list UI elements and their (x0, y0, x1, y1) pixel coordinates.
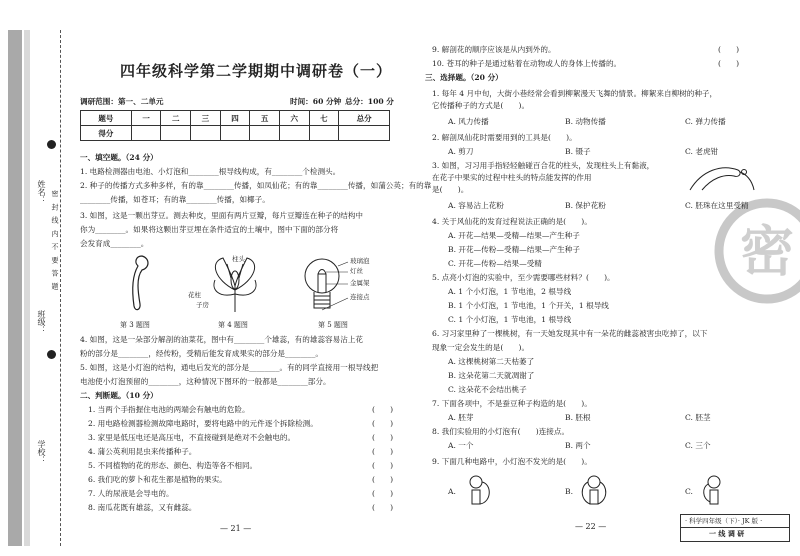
score-cell: 三 (191, 111, 221, 126)
fill-line: 粉的部分是________，经传粉，受精后能发育成果实的部分是________。 (80, 349, 323, 358)
fill-line: 3. 如图，这是一颗出芽豆。测去种皮，里面有两片豆瓣，每片豆瓣连在种子的结构中 (80, 211, 364, 220)
answer-paren[interactable]: ( ) (372, 475, 394, 484)
series-badge (680, 514, 790, 542)
page-number-right: — 22 — (575, 522, 607, 531)
answer-paren[interactable]: ( ) (372, 419, 394, 428)
fill-line: 4. 如图，这是一朵部分解剖的油菜花，图中有________个雄蕊，有的雄蕊容易沾上花 (80, 335, 364, 344)
seal-dash-line (60, 30, 61, 546)
score-cell: 五 (250, 111, 280, 126)
circuit-b-figure (578, 472, 612, 510)
score-cell: 四 (220, 111, 250, 126)
answer-paren[interactable]: ( ) (372, 503, 394, 512)
score-table (80, 110, 390, 141)
fill-line: 5. 如图，这是小灯泡的结构，通电后发光的部分是________。有的同学直接用一根导线把 (80, 363, 379, 372)
score-cell (250, 126, 280, 141)
choice-option[interactable]: C. 开花—传粉—结果—受精 (448, 259, 542, 268)
score-cell: 二 (161, 111, 191, 126)
choice-stem: 8. 我们实验用的小灯泡有( )连接点。 (432, 427, 570, 436)
page-title: 四年级科学第二学期期中调研卷（一） (120, 62, 393, 80)
choice-option[interactable]: A. 1 个小灯泡，1 节电池，2 根导线 (448, 287, 572, 296)
judge-item: 7. 人的尿液是会导电的。 (88, 489, 174, 498)
choice-option[interactable]: B. 动物传播 (565, 117, 606, 126)
choice-stem: 3. 如图，习习用手指轻轻触碰百合花的柱头，发现柱头上有黏液， (432, 161, 655, 170)
choice-option[interactable]: B. 开花—传粉—受精—结果—产生种子 (448, 245, 580, 254)
fig4-label: 子房 (196, 301, 209, 309)
judge-item: 6. 我们吃的萝卜和花生都是植物的果实。 (88, 475, 227, 484)
page-number-left: — 21 — (220, 524, 252, 533)
choice-option[interactable]: C. 这朵花不会结出桃子 (448, 385, 527, 394)
score-cell (191, 126, 221, 141)
judge-item: 3. 家里是低压电还是高压电，不直接碰到是绝对不会触电的。 (88, 433, 296, 442)
circuit-c-figure (698, 472, 732, 510)
choice-option[interactable]: C. 三个 (685, 441, 711, 450)
choice-option[interactable]: C. 老虎钳 (685, 147, 719, 156)
choice-option[interactable]: C. 胚珠在这里受精 (685, 201, 749, 210)
choice-option[interactable]: B. 胚根 (565, 413, 591, 422)
school-label: 学校： (37, 440, 46, 464)
answer-paren[interactable]: ( ) (372, 447, 394, 456)
choice-option[interactable]: C. 1 个小灯泡，1 节电池，1 根导线 (448, 315, 572, 324)
section-choice-heading: 三、选择题。（20 分） (425, 73, 503, 82)
fig5-label: 玻璃泡 (350, 257, 370, 265)
choice-stem: 它传播种子的方式是( )。 (432, 101, 530, 110)
fill-line: 电池使小灯泡预留的________，这种情况下图环的一般都是________部分。 (80, 377, 331, 386)
answer-paren[interactable]: ( ) (372, 405, 394, 414)
section-fill-heading: 一、填空题。（24 分） (80, 153, 158, 162)
choice-option[interactable]: B. 这朵花第二天就凋谢了 (448, 371, 535, 380)
choice-option[interactable]: A. (448, 487, 456, 496)
judge-item: 4. 蒲公英利用昆虫来传播种子。 (88, 447, 197, 456)
choice-stem: 是( )。 (432, 185, 469, 194)
circuit-a-figure (462, 472, 496, 510)
choice-option[interactable]: C. 胚茎 (685, 413, 711, 422)
judge-item: 5. 不同植物的花的形态、颜色、构造等各不相同。 (88, 461, 258, 470)
choice-option[interactable]: B. 两个 (565, 441, 591, 450)
exam-total: 总分：100 分 (345, 97, 394, 106)
sidebar-strip (8, 30, 22, 546)
choice-option[interactable]: A. 剪刀 (448, 147, 474, 156)
sidebar-strip-light (24, 30, 30, 546)
score-cell (279, 126, 309, 141)
fill-line: ________传播，如苍耳；有的靠________传播，如椰子。 (80, 195, 270, 204)
answer-paren[interactable]: ( ) (372, 433, 394, 442)
score-cell (339, 126, 390, 141)
judge-item: 9. 解剖花的顺序应该是从内到外的。 (432, 45, 556, 54)
name-label: 姓名： (37, 180, 46, 204)
score-cell (161, 126, 191, 141)
judge-item: 2. 用电路检测器检测故障电路时，要将电路中的元件逐个拆除检测。 (88, 419, 318, 428)
score-cell: 题号 (81, 111, 132, 126)
fig5-label: 灯丝 (350, 267, 363, 275)
choice-stem: 5. 点亮小灯泡的实验中，至少需要哪些材料？( )。 (432, 273, 615, 282)
exam-time: 时间：60 分钟 (290, 97, 342, 106)
judge-item: 1. 当两个手指握住电池的两端会有触电的危险。 (88, 405, 250, 414)
score-cell (220, 126, 250, 141)
score-cell: 六 (279, 111, 309, 126)
fill-line: 你为________。如果将这颗出芽豆埋在条件适宜的土壤中，图中下面的部分将 (80, 225, 339, 234)
choice-option[interactable]: A. 胚芽 (448, 413, 474, 422)
figure-caption: 第 5 题图 (318, 321, 348, 329)
seal-warning: 密 封 线 内 不 要 答 题 (51, 190, 59, 292)
score-cell (309, 126, 339, 141)
fig4-label: 柱头 (232, 255, 245, 263)
answer-paren[interactable]: ( ) (372, 489, 394, 498)
secret-stamp-icon (712, 196, 800, 306)
fig4-label: 花柱 (188, 291, 201, 299)
judge-item: 10. 苍耳的种子是通过粘着在动物或人的身体上传播的。 (432, 59, 622, 68)
seal-dot (47, 140, 56, 149)
fig5-label: 金属架 (350, 279, 370, 287)
badge-bottom-text: 一 线 调 研 (709, 529, 745, 538)
choice-option[interactable]: A. 开花—结果—受精—结果—产生种子 (448, 231, 580, 240)
choice-option[interactable]: A. 这棵桃树第二天枯萎了 (448, 357, 535, 366)
choice-option[interactable]: C. (685, 487, 693, 496)
choice-stem: 7. 下面各项中，不是蚕豆种子构造的是( )。 (432, 399, 592, 408)
score-cell (131, 126, 161, 141)
score-cell: 七 (309, 111, 339, 126)
choice-stem: 1. 每年 4 月中旬，大街小巷经常会看到柳絮漫天飞舞的情景。柳絮来自柳树的种子， (432, 89, 718, 98)
fill-line: 会发育成________。 (80, 239, 149, 248)
figure-caption: 第 4 题图 (218, 321, 248, 329)
seal-dot (47, 350, 56, 359)
answer-paren[interactable]: ( ) (372, 461, 394, 470)
choice-stem: 在花子中果实的过程中柱头的特点能发挥的作用 (432, 173, 592, 182)
choice-stem: 4. 关于风仙花的发育过程说法正确的是( )。 (432, 217, 592, 226)
stamp-text: 密 (740, 220, 794, 283)
exam-scope: 调研范围：第一、二单元 (80, 97, 164, 106)
choice-option[interactable]: B. 镊子 (565, 147, 591, 156)
answer-paren[interactable]: ( ) (718, 59, 740, 68)
fill-line: 2. 种子的传播方式多种多样，有的靠________传播，如凤仙花；有的靠________传播，如蒲公英；有的靠 (80, 181, 432, 190)
sprout-figure (120, 252, 160, 314)
choice-stem: 2. 解剖凤仙花时需要用到的工具是( )。 (432, 133, 577, 142)
choice-option[interactable]: B. 1 个小灯泡，1 节电池，1 个开关，1 根导线 (448, 301, 609, 310)
score-cell: 一 (131, 111, 161, 126)
choice-option[interactable]: A. 容易沾上花粉 (448, 201, 504, 210)
choice-option[interactable]: A. 风力传播 (448, 117, 489, 126)
choice-option[interactable]: C. 弹力传播 (685, 117, 726, 126)
class-label: 班级： (37, 310, 46, 334)
judge-item: 8. 南瓜花既有雄蕊，又有雌蕊。 (88, 503, 197, 512)
finger-flower-figure (688, 160, 758, 194)
figure-caption: 第 3 题图 (120, 321, 150, 329)
score-cell: 得分 (81, 126, 132, 141)
choice-stem: 现象一定会发生的是( )。 (432, 343, 530, 352)
fill-line: 1. 电路检测器由电池、小灯泡和________根导线构成，有________个检测头。 (80, 167, 341, 176)
answer-paren[interactable]: ( ) (718, 45, 740, 54)
binding-sidebar (0, 0, 62, 556)
section-judge-heading: 二、判断题。（10 分） (80, 391, 158, 400)
choice-stem: 9. 下面几种电路中，小灯泡不发光的是( )。 (432, 457, 592, 466)
score-cell: 总分 (339, 111, 390, 126)
choice-option[interactable]: B. (565, 487, 573, 496)
badge-top-text: · 科学四年级（下）· JK 版 · (685, 517, 763, 525)
choice-option[interactable]: A. 一个 (448, 441, 474, 450)
fig5-label: 连接点 (350, 293, 370, 301)
choice-option[interactable]: B. 保护花粉 (565, 201, 606, 210)
choice-stem: 6. 习习家里种了一棵桃树，有一天她发现其中有一朵花的雌蕊被害虫吃掉了，以下 (432, 329, 708, 338)
